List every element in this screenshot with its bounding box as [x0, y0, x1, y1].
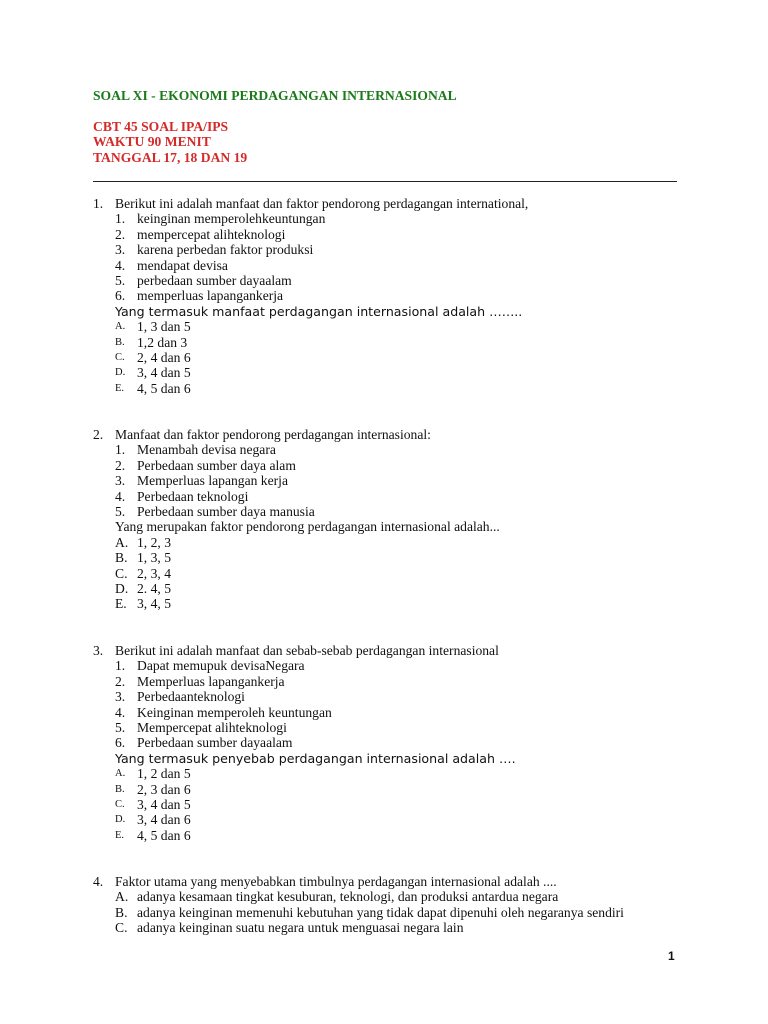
answer-option: E. 4, 5 dan 6: [115, 827, 191, 843]
header-divider: [93, 181, 677, 182]
question-text: Berikut ini adalah manfaat dan sebab-sebab perdagangan internasional: [115, 643, 499, 658]
question-1: [93, 196, 683, 396]
question-number: 2.: [93, 427, 104, 442]
header: [93, 88, 457, 165]
question-3: [93, 643, 683, 843]
exam-info-line: CBT 45 SOAL IPA/IPS: [93, 118, 229, 134]
list-item: 4. mendapat devisa: [115, 257, 228, 273]
list-item: 3. karena perbedan faktor produksi: [115, 242, 314, 258]
list-item: 5. Perbedaan sumber daya manusia: [115, 504, 315, 520]
list-item: 2. Memperluas lapangankerja: [115, 673, 285, 689]
answer-option: B. adanya keinginan memenuhi kebutuhan yang tidak dapat dipenuhi oleh negaranya sendiri: [115, 904, 624, 920]
question-prompt: Yang termasuk manfaat perdagangan internasional adalah ……..: [115, 303, 523, 319]
list-item: 1. keinginan memperolehkeuntungan: [115, 211, 326, 227]
answer-option: C. adanya keinginan suatu negara untuk menguasai negara lain: [115, 920, 464, 936]
question-text: Faktor utama yang menyebabkan timbulnya perdagangan internasional adalah ....: [115, 874, 557, 889]
answer-option: A. 1, 3 dan 5: [115, 319, 191, 335]
question-number: 1.: [93, 196, 104, 211]
document-title: SOAL XI - EKONOMI PERDAGANGAN INTERNASIONAL: [93, 88, 457, 103]
answer-option: C. 2, 4 dan 6: [115, 350, 191, 366]
answer-option: E. 4, 5 dan 6: [115, 380, 191, 396]
list-item: 3. Perbedaanteknologi: [115, 689, 245, 705]
answer-option: C. 3, 4 dan 5: [115, 797, 191, 813]
answer-option: A. 1, 2 dan 5: [115, 766, 191, 782]
question-text: Berikut ini adalah manfaat dan faktor pendorong perdagangan international,: [115, 196, 529, 211]
list-item: 5. Mempercepat alihteknologi: [115, 720, 287, 736]
question-prompt: Yang merupakan faktor pendorong perdagangan internasional adalah...: [115, 519, 500, 535]
answer-option: B. 1,2 dan 3: [115, 334, 188, 350]
answer-option: D. 2. 4, 5: [115, 581, 171, 597]
list-item: 4. Perbedaan teknologi: [115, 488, 249, 504]
answer-option: E. 3, 4, 5: [115, 596, 171, 612]
answer-option: C. 2, 3, 4: [115, 565, 171, 581]
answer-option: B. 1, 3, 5: [115, 550, 171, 566]
question-number: 4.: [93, 874, 104, 889]
page-number: 1: [668, 949, 675, 963]
question-prompt: Yang termasuk penyebab perdagangan internasional adalah ….: [115, 750, 516, 766]
answer-option: D. 3, 4 dan 5: [115, 365, 191, 381]
question-text: Manfaat dan faktor pendorong perdagangan internasional:: [115, 427, 431, 442]
answer-option: B. 2, 3 dan 6: [115, 781, 191, 797]
list-item: 6. Perbedaan sumber dayaalam: [115, 735, 293, 751]
question-2: [93, 427, 683, 612]
list-item: 6. memperluas lapangankerja: [115, 288, 284, 304]
list-item: 5. perbedaan sumber dayaalam: [115, 273, 292, 289]
answer-option: D. 3, 4 dan 6: [115, 812, 191, 828]
question-4: [93, 874, 693, 936]
list-item: 2. mempercepat alihteknologi: [115, 226, 286, 242]
answer-option: A. adanya kesamaan tingkat kesuburan, teknologi, dan produksi antardua negara: [115, 889, 559, 905]
list-item: 2. Perbedaan sumber daya alam: [115, 457, 296, 473]
question-number: 3.: [93, 643, 104, 658]
exam-date-line: TANGGAL 17, 18 DAN 19: [93, 149, 248, 165]
list-item: 1. Dapat memupuk devisaNegara: [115, 658, 305, 674]
answer-option: A. 1, 2, 3: [115, 534, 171, 550]
list-item: 1. Menambah devisa negara: [115, 442, 276, 458]
list-item: 4. Keinginan memperoleh keuntungan: [115, 704, 332, 720]
list-item: 3. Memperluas lapangan kerja: [115, 473, 288, 489]
exam-duration-line: WAKTU 90 MENIT: [93, 134, 211, 150]
